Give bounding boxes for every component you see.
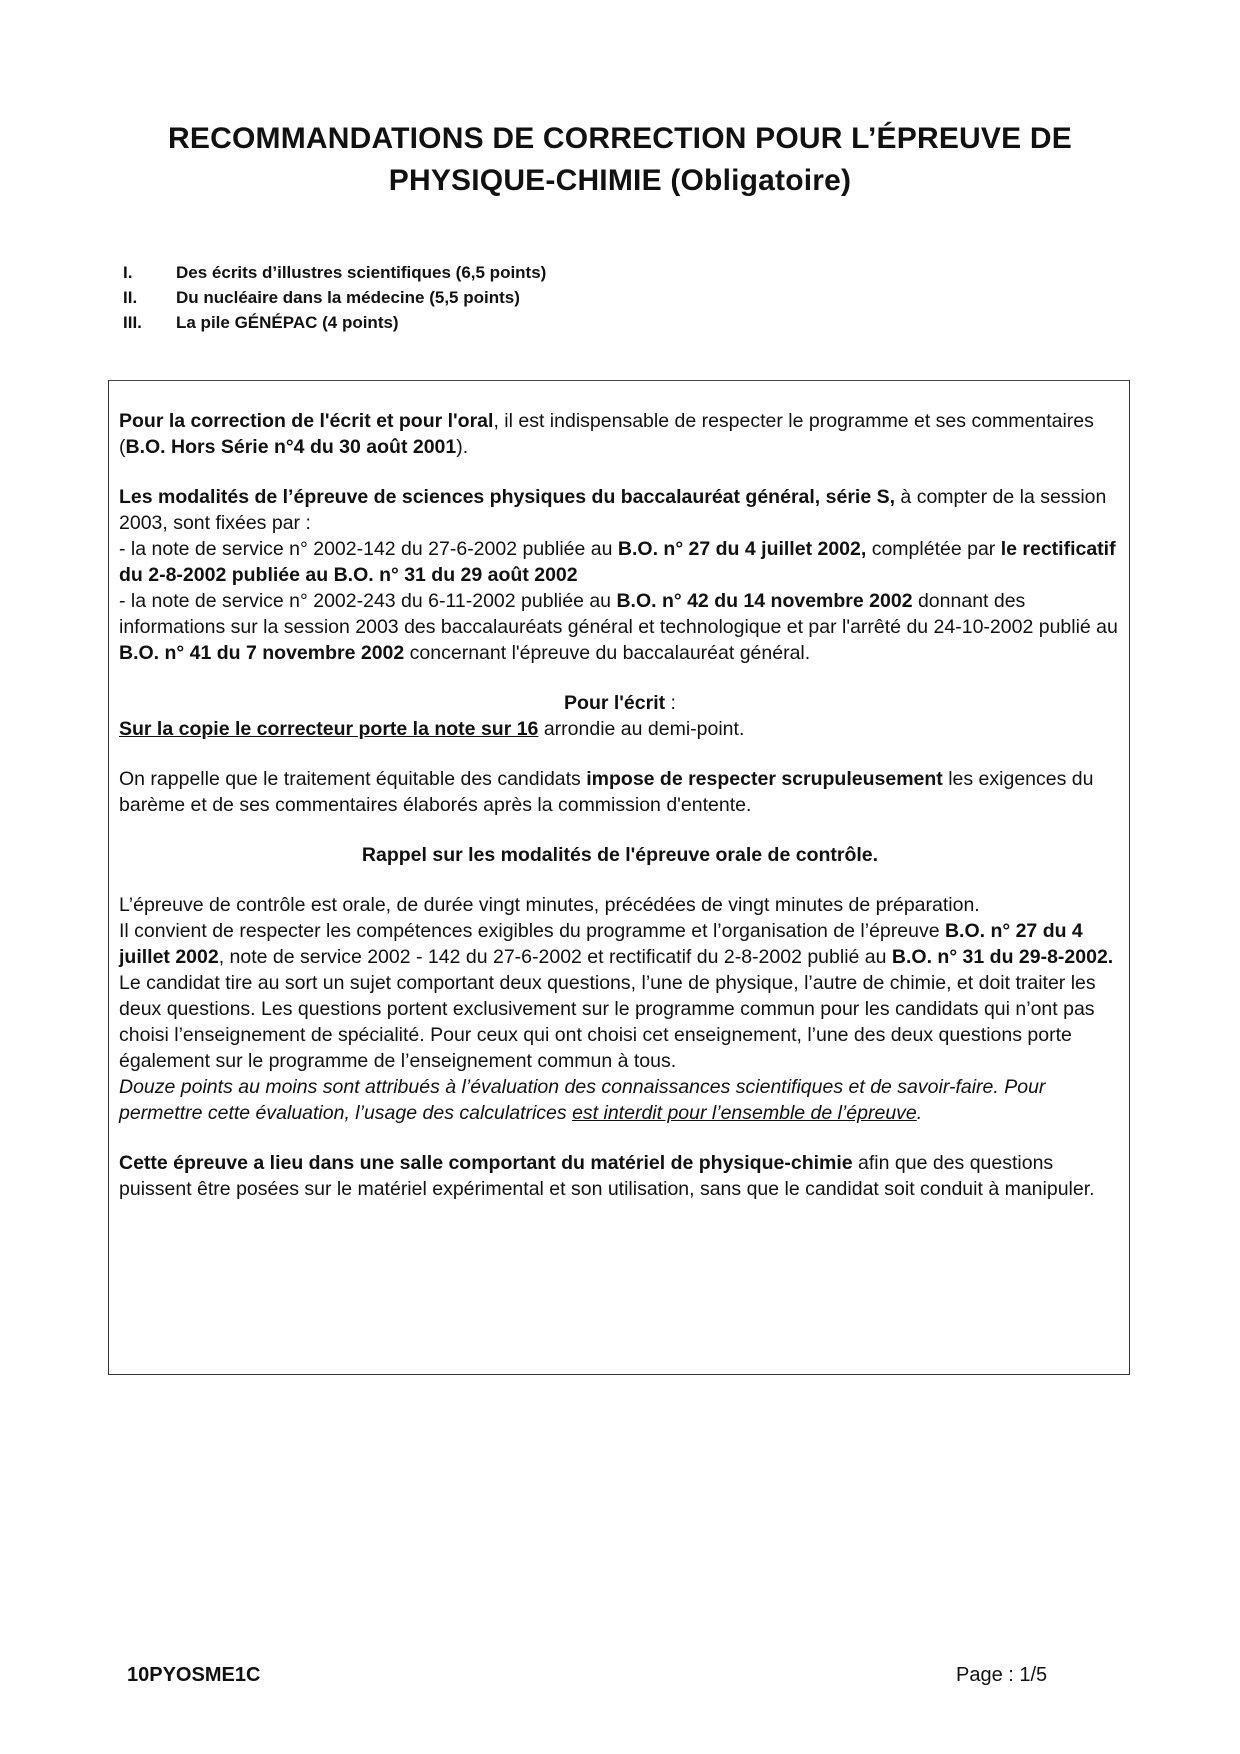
text: concernant l'épreuve du baccalauréat général. — [404, 642, 811, 664]
text: On rappelle que le traitement équitable des candidats — [119, 768, 587, 790]
text: , note de service 2002 - 142 du 27-6-2002 et rectificatif du 2-8-2002 publié au — [218, 946, 892, 968]
paragraph-programme — [119, 408, 1121, 460]
text: complétée par — [866, 538, 1001, 560]
exercise-number: I. — [123, 263, 133, 282]
paragraph-salle — [119, 1150, 1121, 1202]
text-italic: . — [916, 1102, 923, 1124]
exercise-number: III. — [123, 313, 142, 332]
text: : — [665, 692, 676, 714]
text-bold: B.O. n° 27 du 4 juillet 2002, — [617, 538, 867, 560]
text: - la note de service n° 2002-243 du 6-11-2002 publiée au — [119, 590, 617, 612]
text: Le candidat tire au sort un sujet comportant deux questions, l’une de physique, l’autre de chimie, et doit traiter les deux questions. Les questions portent exclusivement sur le programme commun pour les candidats qui n’ont pas choisi l’enseignement de spécialité. Pour ceux qui ont choisi cet enseignement, l’une des deux questions porte également sur le programme de l’enseignement commun à tous. — [119, 972, 1096, 1072]
title-line-2: PHYSIQUE-CHIMIE (Obligatoire) — [388, 164, 852, 197]
text: arrondie au demi-point. — [538, 718, 745, 740]
oral-heading: Rappel sur les modalités de l'épreuve orale de contrôle. — [361, 844, 879, 866]
paragraph-bareme — [119, 766, 1121, 818]
exercise-list — [123, 260, 546, 335]
paragraph-oral — [119, 892, 1121, 1126]
text: les exigences du barème et de ses commentaires élaborés après la commission d'entente. — [119, 768, 1094, 816]
text-bold: Les modalités de l’épreuve de sciences physiques du baccalauréat général, série S, — [119, 486, 896, 508]
text-bold: Cette épreuve a lieu dans une salle comportant du matériel de physique-chimie — [119, 1152, 853, 1174]
title-line-1: RECOMMANDATIONS DE CORRECTION POUR L’ÉPREUVE DE — [168, 122, 1072, 155]
heading-text: Pour l'écrit — [564, 692, 666, 714]
text-italic: Douze points au moins sont attribués à l’évaluation des connaissances scientifiques et de savoir-faire. Pour permettre cette évaluation, l’usage des calculatrices — [119, 1076, 1046, 1124]
ecrit-heading — [119, 690, 1121, 716]
text: donnant des informations sur la session 2003 des baccalauréats général et technologique et par l'arrêté du 24-10-2002 publié au — [119, 590, 1118, 638]
exercise-label: Du nucléaire dans la médecine (5,5 points) — [176, 288, 520, 307]
text-bold: impose de respecter scrupuleusement — [586, 768, 943, 790]
paragraph-note — [119, 716, 1121, 742]
text: L’épreuve de contrôle est orale, de durée vingt minutes, précédées de vingt minutes de préparation. — [119, 894, 980, 916]
text-bold: le rectificatif du 2-8-2002 publiée au B.O. n° 31 du 29 août 2002 — [119, 538, 1116, 586]
text: à compter de la session 2003, sont fixées par : — [119, 486, 1107, 534]
text-bold: B.O. n° 41 du 7 novembre 2002 — [119, 642, 405, 664]
text-bold: B.O. n° 31 du 29-8-2002. — [891, 946, 1114, 968]
exercise-item — [123, 285, 546, 310]
text: afin que des questions puissent être posées sur le matériel expérimental et son utilisation, sans que le candidat soit conduit à manipuler. — [119, 1152, 1095, 1200]
text-bold: B.O. n° 42 du 14 novembre 2002 — [616, 590, 913, 612]
exercise-label: Des écrits d’illustres scientifiques (6,5 points) — [176, 263, 547, 282]
instructions-box — [119, 408, 1121, 1202]
exercise-number: II. — [123, 288, 138, 307]
page-number: Page : 1/5 — [956, 1664, 1048, 1686]
text-bold: B.O. Hors Série n°4 du 30 août 2001 — [125, 436, 457, 458]
paragraph-modalites — [119, 484, 1121, 666]
exercise-label: La pile GÉNÉPAC (4 points) — [176, 313, 399, 332]
text-bold: B.O. n° 27 du 4 juillet 2002 — [119, 920, 1083, 968]
exercise-item — [123, 310, 546, 335]
text-bold-underlined: Sur la copie le correcteur porte la note sur 16 — [119, 718, 539, 740]
text-bold: Pour la correction de l'écrit et pour l'oral — [119, 410, 494, 432]
document-code: 10PYOSME1C — [127, 1664, 261, 1686]
text: - la note de service n° 2002-142 du 27-6-2002 publiée au — [119, 538, 618, 560]
exercise-item — [123, 260, 546, 285]
text: , il est indispensable de respecter le programme et ses commentaires ( — [119, 410, 1094, 458]
text-italic-underlined: est interdit pour l’ensemble de l’épreuve — [572, 1102, 917, 1124]
text: ). — [456, 436, 469, 458]
text: Il convient de respecter les compétences exigibles du programme et l’organisation de l’épreuve — [119, 920, 945, 942]
document-title — [100, 118, 1140, 202]
